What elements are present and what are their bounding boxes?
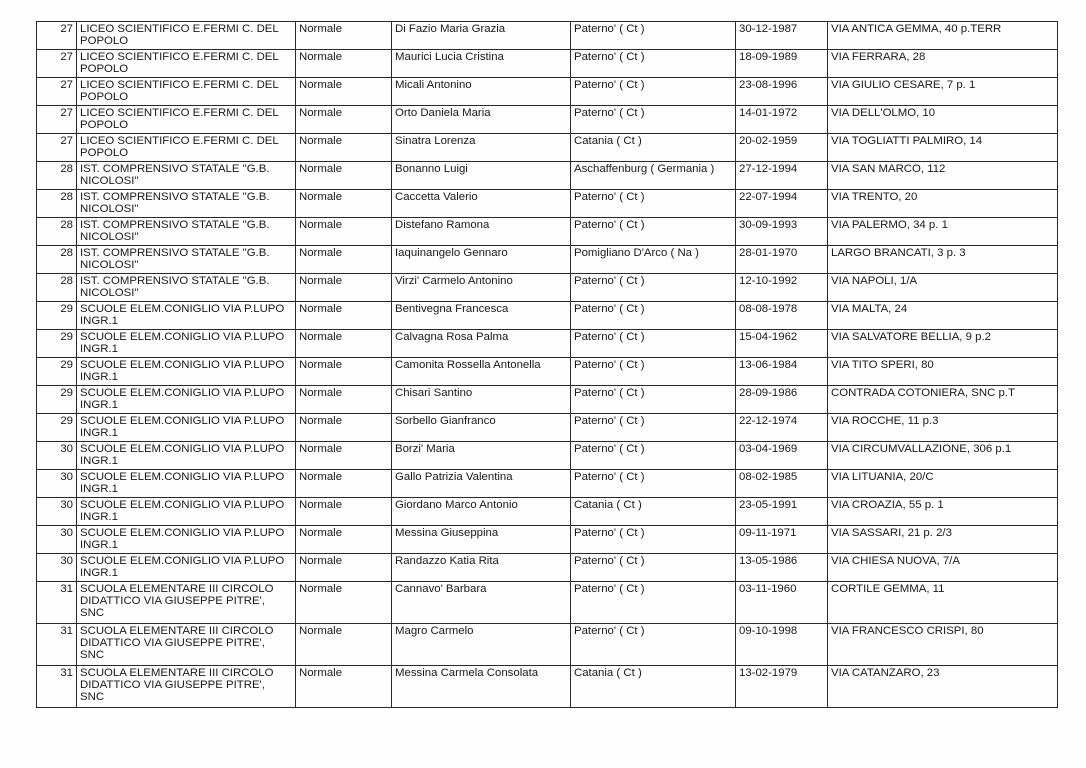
birth-date-cell: 13-02-1979 (736, 666, 828, 708)
person-name-cell: Iaquinangelo Gennaro (392, 246, 571, 274)
role-type-cell: Normale (296, 50, 392, 78)
birth-place-cell: Paterno' ( Ct ) (571, 274, 736, 302)
birth-date-cell: 15-04-1962 (736, 330, 828, 358)
birth-date-cell: 03-04-1969 (736, 442, 828, 470)
birth-date-cell: 08-02-1985 (736, 470, 828, 498)
birth-place-cell: Aschaffenburg ( Germania ) (571, 162, 736, 190)
table-row (37, 246, 1058, 274)
birth-date-cell: 13-06-1984 (736, 358, 828, 386)
role-type-cell: Normale (296, 134, 392, 162)
school-name-cell: SCUOLE ELEM.CONIGLIO VIA P.LUPO INGR.1 (77, 554, 296, 582)
section-number-cell: 28 (37, 246, 77, 274)
person-name-cell: Maurici Lucia Cristina (392, 50, 571, 78)
birth-place-cell: Paterno' ( Ct ) (571, 190, 736, 218)
birth-date-cell: 14-01-1972 (736, 106, 828, 134)
person-name-cell: Randazzo Katia Rita (392, 554, 571, 582)
birth-date-cell: 13-05-1986 (736, 554, 828, 582)
table-row (37, 78, 1058, 106)
address-cell: VIA CATANZARO, 23 (828, 666, 1058, 708)
birth-date-cell: 28-09-1986 (736, 386, 828, 414)
birth-place-cell: Paterno' ( Ct ) (571, 470, 736, 498)
section-number-cell: 27 (37, 78, 77, 106)
birth-date-cell: 09-10-1998 (736, 624, 828, 666)
birth-date-cell: 27-12-1994 (736, 162, 828, 190)
person-name-cell: Messina Carmela Consolata (392, 666, 571, 708)
address-cell: VIA NAPOLI, 1/A (828, 274, 1058, 302)
person-name-cell: Messina Giuseppina (392, 526, 571, 554)
address-cell: VIA LITUANIA, 20/C (828, 470, 1058, 498)
school-name-cell: IST. COMPRENSIVO STATALE "G.B. NICOLOSI" (77, 246, 296, 274)
role-type-cell: Normale (296, 526, 392, 554)
birth-date-cell: 03-11-1960 (736, 582, 828, 624)
table-row (37, 414, 1058, 442)
address-cell: VIA TITO SPERI, 80 (828, 358, 1058, 386)
person-name-cell: Gallo Patrizia Valentina (392, 470, 571, 498)
table-row (37, 386, 1058, 414)
school-name-cell: SCUOLE ELEM.CONIGLIO VIA P.LUPO INGR.1 (77, 386, 296, 414)
address-cell: VIA TOGLIATTI PALMIRO, 14 (828, 134, 1058, 162)
school-name-cell: SCUOLE ELEM.CONIGLIO VIA P.LUPO INGR.1 (77, 498, 296, 526)
role-type-cell: Normale (296, 162, 392, 190)
address-cell: VIA CROAZIA, 55 p. 1 (828, 498, 1058, 526)
birth-place-cell: Paterno' ( Ct ) (571, 302, 736, 330)
role-type-cell: Normale (296, 218, 392, 246)
school-name-cell: IST. COMPRENSIVO STATALE "G.B. NICOLOSI" (77, 274, 296, 302)
address-cell: VIA CIRCUMVALLAZIONE, 306 p.1 (828, 442, 1058, 470)
birth-place-cell: Paterno' ( Ct ) (571, 330, 736, 358)
address-cell: VIA PALERMO, 34 p. 1 (828, 218, 1058, 246)
table-row (37, 50, 1058, 78)
section-number-cell: 28 (37, 190, 77, 218)
birth-place-cell: Paterno' ( Ct ) (571, 554, 736, 582)
address-cell: CONTRADA COTONIERA, SNC p.T (828, 386, 1058, 414)
school-name-cell: SCUOLA ELEMENTARE III CIRCOLO DIDATTICO VIA GIUSEPPE PITRE', SNC (77, 666, 296, 708)
section-number-cell: 30 (37, 470, 77, 498)
birth-date-cell: 08-08-1978 (736, 302, 828, 330)
person-name-cell: Sinatra Lorenza (392, 134, 571, 162)
role-type-cell: Normale (296, 414, 392, 442)
school-name-cell: SCUOLE ELEM.CONIGLIO VIA P.LUPO INGR.1 (77, 414, 296, 442)
person-name-cell: Magro Carmelo (392, 624, 571, 666)
birth-place-cell: Catania ( Ct ) (571, 134, 736, 162)
birth-place-cell: Paterno' ( Ct ) (571, 218, 736, 246)
table-row (37, 358, 1058, 386)
section-number-cell: 30 (37, 526, 77, 554)
school-name-cell: IST. COMPRENSIVO STATALE "G.B. NICOLOSI" (77, 190, 296, 218)
section-number-cell: 28 (37, 218, 77, 246)
birth-date-cell: 23-05-1991 (736, 498, 828, 526)
school-name-cell: LICEO SCIENTIFICO E.FERMI C. DEL POPOLO (77, 106, 296, 134)
section-number-cell: 29 (37, 330, 77, 358)
person-name-cell: Di Fazio Maria Grazia (392, 22, 571, 50)
table-row (37, 666, 1058, 708)
person-name-cell: Distefano Ramona (392, 218, 571, 246)
person-name-cell: Caccetta Valerio (392, 190, 571, 218)
section-number-cell: 31 (37, 624, 77, 666)
birth-date-cell: 23-08-1996 (736, 78, 828, 106)
section-number-cell: 29 (37, 302, 77, 330)
table-row (37, 22, 1058, 50)
table-row (37, 470, 1058, 498)
birth-place-cell: Catania ( Ct ) (571, 666, 736, 708)
person-name-cell: Calvagna Rosa Palma (392, 330, 571, 358)
birth-date-cell: 18-09-1989 (736, 50, 828, 78)
role-type-cell: Normale (296, 554, 392, 582)
section-number-cell: 27 (37, 22, 77, 50)
section-number-cell: 28 (37, 162, 77, 190)
school-name-cell: IST. COMPRENSIVO STATALE "G.B. NICOLOSI" (77, 218, 296, 246)
birth-date-cell: 30-12-1987 (736, 22, 828, 50)
section-number-cell: 30 (37, 554, 77, 582)
birth-place-cell: Paterno' ( Ct ) (571, 106, 736, 134)
birth-place-cell: Paterno' ( Ct ) (571, 22, 736, 50)
section-number-cell: 30 (37, 498, 77, 526)
table-row (37, 526, 1058, 554)
section-number-cell: 29 (37, 414, 77, 442)
section-number-cell: 31 (37, 582, 77, 624)
section-number-cell: 30 (37, 442, 77, 470)
birth-place-cell: Paterno' ( Ct ) (571, 78, 736, 106)
table-row (37, 302, 1058, 330)
table-row (37, 190, 1058, 218)
person-name-cell: Giordano Marco Antonio (392, 498, 571, 526)
roster-body (37, 22, 1058, 708)
table-row (37, 274, 1058, 302)
section-number-cell: 29 (37, 386, 77, 414)
birth-place-cell: Paterno' ( Ct ) (571, 414, 736, 442)
birth-place-cell: Paterno' ( Ct ) (571, 358, 736, 386)
address-cell: VIA FERRARA, 28 (828, 50, 1058, 78)
address-cell: VIA CHIESA NUOVA, 7/A (828, 554, 1058, 582)
school-name-cell: LICEO SCIENTIFICO E.FERMI C. DEL POPOLO (77, 78, 296, 106)
role-type-cell: Normale (296, 190, 392, 218)
table-row (37, 498, 1058, 526)
school-name-cell: SCUOLE ELEM.CONIGLIO VIA P.LUPO INGR.1 (77, 442, 296, 470)
address-cell: VIA FRANCESCO CRISPI, 80 (828, 624, 1058, 666)
section-number-cell: 28 (37, 274, 77, 302)
birth-date-cell: 30-09-1993 (736, 218, 828, 246)
person-name-cell: Bentivegna Francesca (392, 302, 571, 330)
person-name-cell: Cannavo' Barbara (392, 582, 571, 624)
school-name-cell: SCUOLE ELEM.CONIGLIO VIA P.LUPO INGR.1 (77, 330, 296, 358)
roster-table (36, 21, 1058, 708)
birth-date-cell: 28-01-1970 (736, 246, 828, 274)
birth-place-cell: Pomigliano D'Arco ( Na ) (571, 246, 736, 274)
school-name-cell: SCUOLA ELEMENTARE III CIRCOLO DIDATTICO VIA GIUSEPPE PITRE', SNC (77, 624, 296, 666)
person-name-cell: Sorbello Gianfranco (392, 414, 571, 442)
role-type-cell: Normale (296, 442, 392, 470)
address-cell: LARGO BRANCATI, 3 p. 3 (828, 246, 1058, 274)
person-name-cell: Camonita Rossella Antonella (392, 358, 571, 386)
birth-place-cell: Paterno' ( Ct ) (571, 624, 736, 666)
address-cell: CORTILE GEMMA, 11 (828, 582, 1058, 624)
address-cell: VIA ANTICA GEMMA, 40 p.TERR (828, 22, 1058, 50)
birth-date-cell: 09-11-1971 (736, 526, 828, 554)
address-cell: VIA DELL'OLMO, 10 (828, 106, 1058, 134)
role-type-cell: Normale (296, 78, 392, 106)
address-cell: VIA SASSARI, 21 p. 2/3 (828, 526, 1058, 554)
table-row (37, 106, 1058, 134)
address-cell: VIA SALVATORE BELLIA, 9 p.2 (828, 330, 1058, 358)
address-cell: VIA MALTA, 24 (828, 302, 1058, 330)
table-row (37, 134, 1058, 162)
birth-date-cell: 12-10-1992 (736, 274, 828, 302)
person-name-cell: Virzi' Carmelo Antonino (392, 274, 571, 302)
table-row (37, 330, 1058, 358)
birth-date-cell: 22-07-1994 (736, 190, 828, 218)
role-type-cell: Normale (296, 274, 392, 302)
school-name-cell: SCUOLE ELEM.CONIGLIO VIA P.LUPO INGR.1 (77, 358, 296, 386)
school-name-cell: LICEO SCIENTIFICO E.FERMI C. DEL POPOLO (77, 50, 296, 78)
role-type-cell: Normale (296, 582, 392, 624)
section-number-cell: 31 (37, 666, 77, 708)
birth-place-cell: Paterno' ( Ct ) (571, 50, 736, 78)
school-name-cell: SCUOLE ELEM.CONIGLIO VIA P.LUPO INGR.1 (77, 302, 296, 330)
role-type-cell: Normale (296, 666, 392, 708)
person-name-cell: Orto Daniela Maria (392, 106, 571, 134)
table-row (37, 554, 1058, 582)
table-row (37, 624, 1058, 666)
birth-place-cell: Paterno' ( Ct ) (571, 442, 736, 470)
person-name-cell: Bonanno Luigi (392, 162, 571, 190)
school-name-cell: SCUOLE ELEM.CONIGLIO VIA P.LUPO INGR.1 (77, 470, 296, 498)
role-type-cell: Normale (296, 386, 392, 414)
school-name-cell: SCUOLE ELEM.CONIGLIO VIA P.LUPO INGR.1 (77, 526, 296, 554)
role-type-cell: Normale (296, 106, 392, 134)
school-name-cell: IST. COMPRENSIVO STATALE "G.B. NICOLOSI" (77, 162, 296, 190)
table-row (37, 582, 1058, 624)
table-row (37, 218, 1058, 246)
school-name-cell: LICEO SCIENTIFICO E.FERMI C. DEL POPOLO (77, 22, 296, 50)
birth-place-cell: Paterno' ( Ct ) (571, 386, 736, 414)
school-name-cell: SCUOLA ELEMENTARE III CIRCOLO DIDATTICO VIA GIUSEPPE PITRE', SNC (77, 582, 296, 624)
role-type-cell: Normale (296, 624, 392, 666)
birth-place-cell: Catania ( Ct ) (571, 498, 736, 526)
address-cell: VIA TRENTO, 20 (828, 190, 1058, 218)
section-number-cell: 27 (37, 106, 77, 134)
role-type-cell: Normale (296, 22, 392, 50)
person-name-cell: Micali Antonino (392, 78, 571, 106)
person-name-cell: Borzi' Maria (392, 442, 571, 470)
birth-place-cell: Paterno' ( Ct ) (571, 526, 736, 554)
section-number-cell: 27 (37, 134, 77, 162)
birth-place-cell: Paterno' ( Ct ) (571, 582, 736, 624)
table-row (37, 442, 1058, 470)
role-type-cell: Normale (296, 246, 392, 274)
role-type-cell: Normale (296, 330, 392, 358)
birth-date-cell: 20-02-1959 (736, 134, 828, 162)
role-type-cell: Normale (296, 302, 392, 330)
role-type-cell: Normale (296, 358, 392, 386)
address-cell: VIA SAN MARCO, 112 (828, 162, 1058, 190)
address-cell: VIA ROCCHE, 11 p.3 (828, 414, 1058, 442)
birth-date-cell: 22-12-1974 (736, 414, 828, 442)
person-name-cell: Chisari Santino (392, 386, 571, 414)
role-type-cell: Normale (296, 498, 392, 526)
table-row (37, 162, 1058, 190)
section-number-cell: 29 (37, 358, 77, 386)
role-type-cell: Normale (296, 470, 392, 498)
section-number-cell: 27 (37, 50, 77, 78)
address-cell: VIA GIULIO CESARE, 7 p. 1 (828, 78, 1058, 106)
school-name-cell: LICEO SCIENTIFICO E.FERMI C. DEL POPOLO (77, 134, 296, 162)
